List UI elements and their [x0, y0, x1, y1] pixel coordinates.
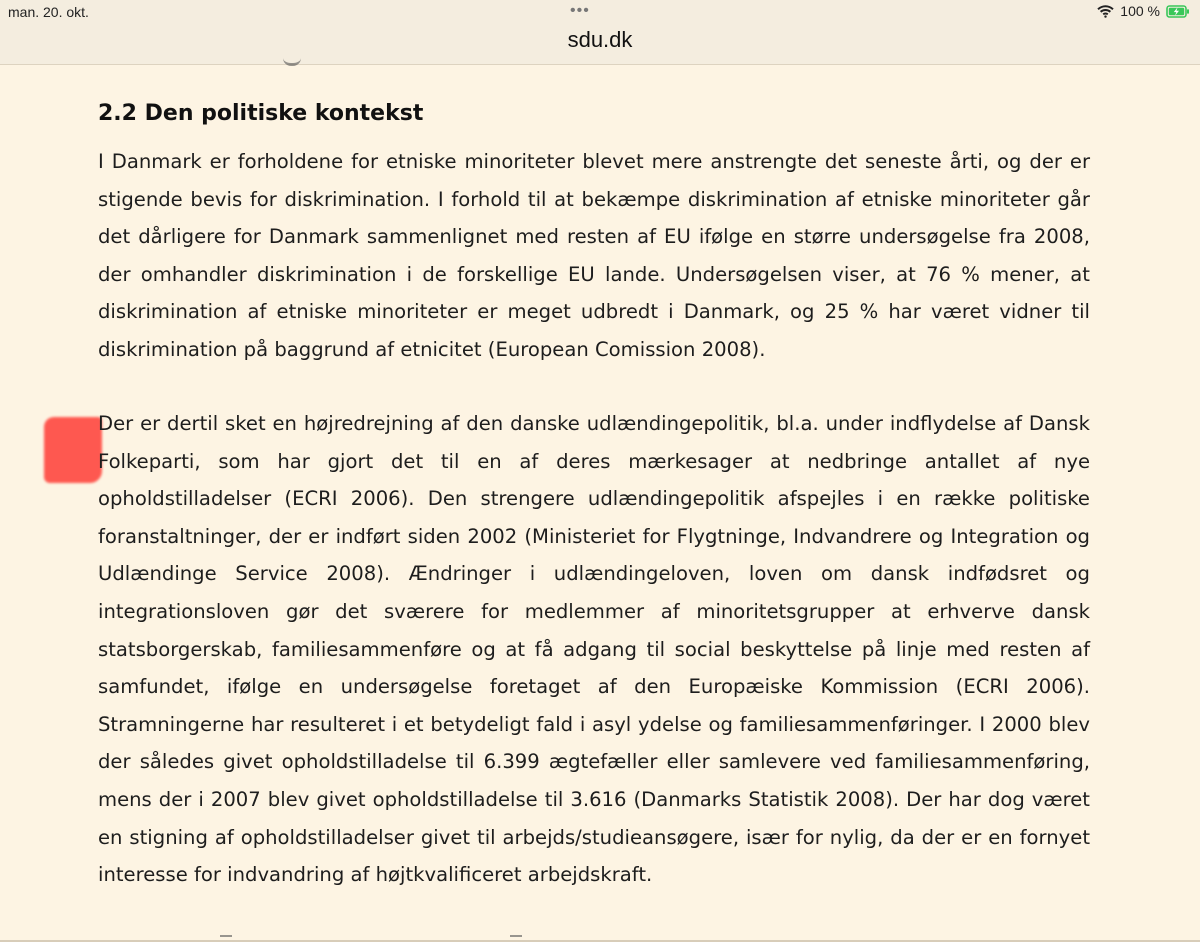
wifi-icon	[1097, 5, 1114, 18]
address-bar[interactable]	[0, 24, 1200, 65]
red-highlight-mark	[44, 417, 102, 483]
document-page	[0, 65, 1200, 942]
battery-percentage: 100 %	[1120, 3, 1160, 19]
section-heading: 2.2 Den politiske kontekst	[98, 101, 424, 126]
status-date: man. 20. okt.	[8, 4, 89, 20]
status-indicators	[1097, 3, 1190, 19]
cut-off-text-fragment	[283, 57, 301, 66]
battery-charging-icon	[1166, 5, 1190, 18]
paragraph-1: I Danmark er forholdene for etniske minoriteter blevet mere anstrengte det seneste årti, og der er stigende bevis for diskrimination. I forhold til at bekæmpe diskrimination af etniske minoriteter går det dårligere for Danmark sammenlignet med resten af EU ifølge en større undersøgelse fra 2008, der omhandler diskrimination i de forskellige EU lande. Undersøgelsen viser, at 76 % mener, at diskrimination af etniske minoriteter er meget udbredt i Danmark, og 25 % har været vidner til diskrimination på baggrund af etnicitet (European Comission 2008).	[98, 150, 1090, 361]
paragraph-2: Der er dertil sket en højredrejning af den danske udlændingepolitik, bl.a. under indflydelse af Dansk Folkeparti, som har gjort det til en af deres mærkesager at nedbringe antallet af nye opholdstilladelser (ECRI 2006). Den strengere udlændingepolitik afspejles i en række politiske foranstaltninger, der er indført siden 2002 (Ministeriet for Flygtninge, Indvandrere og Integration og Udlændinge Service 2008). Ændringer i udlændingeloven, loven om dansk indfødsret og integrationsloven gør det sværere for medlemmer af minoritetsgrupper at erhverve dansk statsborgerskab, familiesammenføre og at få adgang til social beskyttelse på linje med resten af samfundet, ifølge en undersøgelse foretaget af den Europæiske Kommission (ECRI 2006). Stramningerne har resulteret i et betydeligt fald i asyl ydelse og familiesammenføringer. I 2000 blev der således givet opholdstilladelse til 6.399 ægtefæller eller samlevere ved familiesammenføring, mens der i 2007 blev givet opholdstilladelse til 3.616 (Danmarks Statistik 2008). Der har dog været en stigning af opholdstilladelser givet til arbejds/studieansøgere, især for nylig, da der er en fornyet interesse for indvandring af højtkvalificeret arbejdskraft.	[98, 412, 1090, 887]
url-text[interactable]: sdu.dk	[567, 27, 633, 52]
status-bar	[0, 0, 1200, 24]
more-dots-icon[interactable]: •••	[570, 2, 590, 19]
